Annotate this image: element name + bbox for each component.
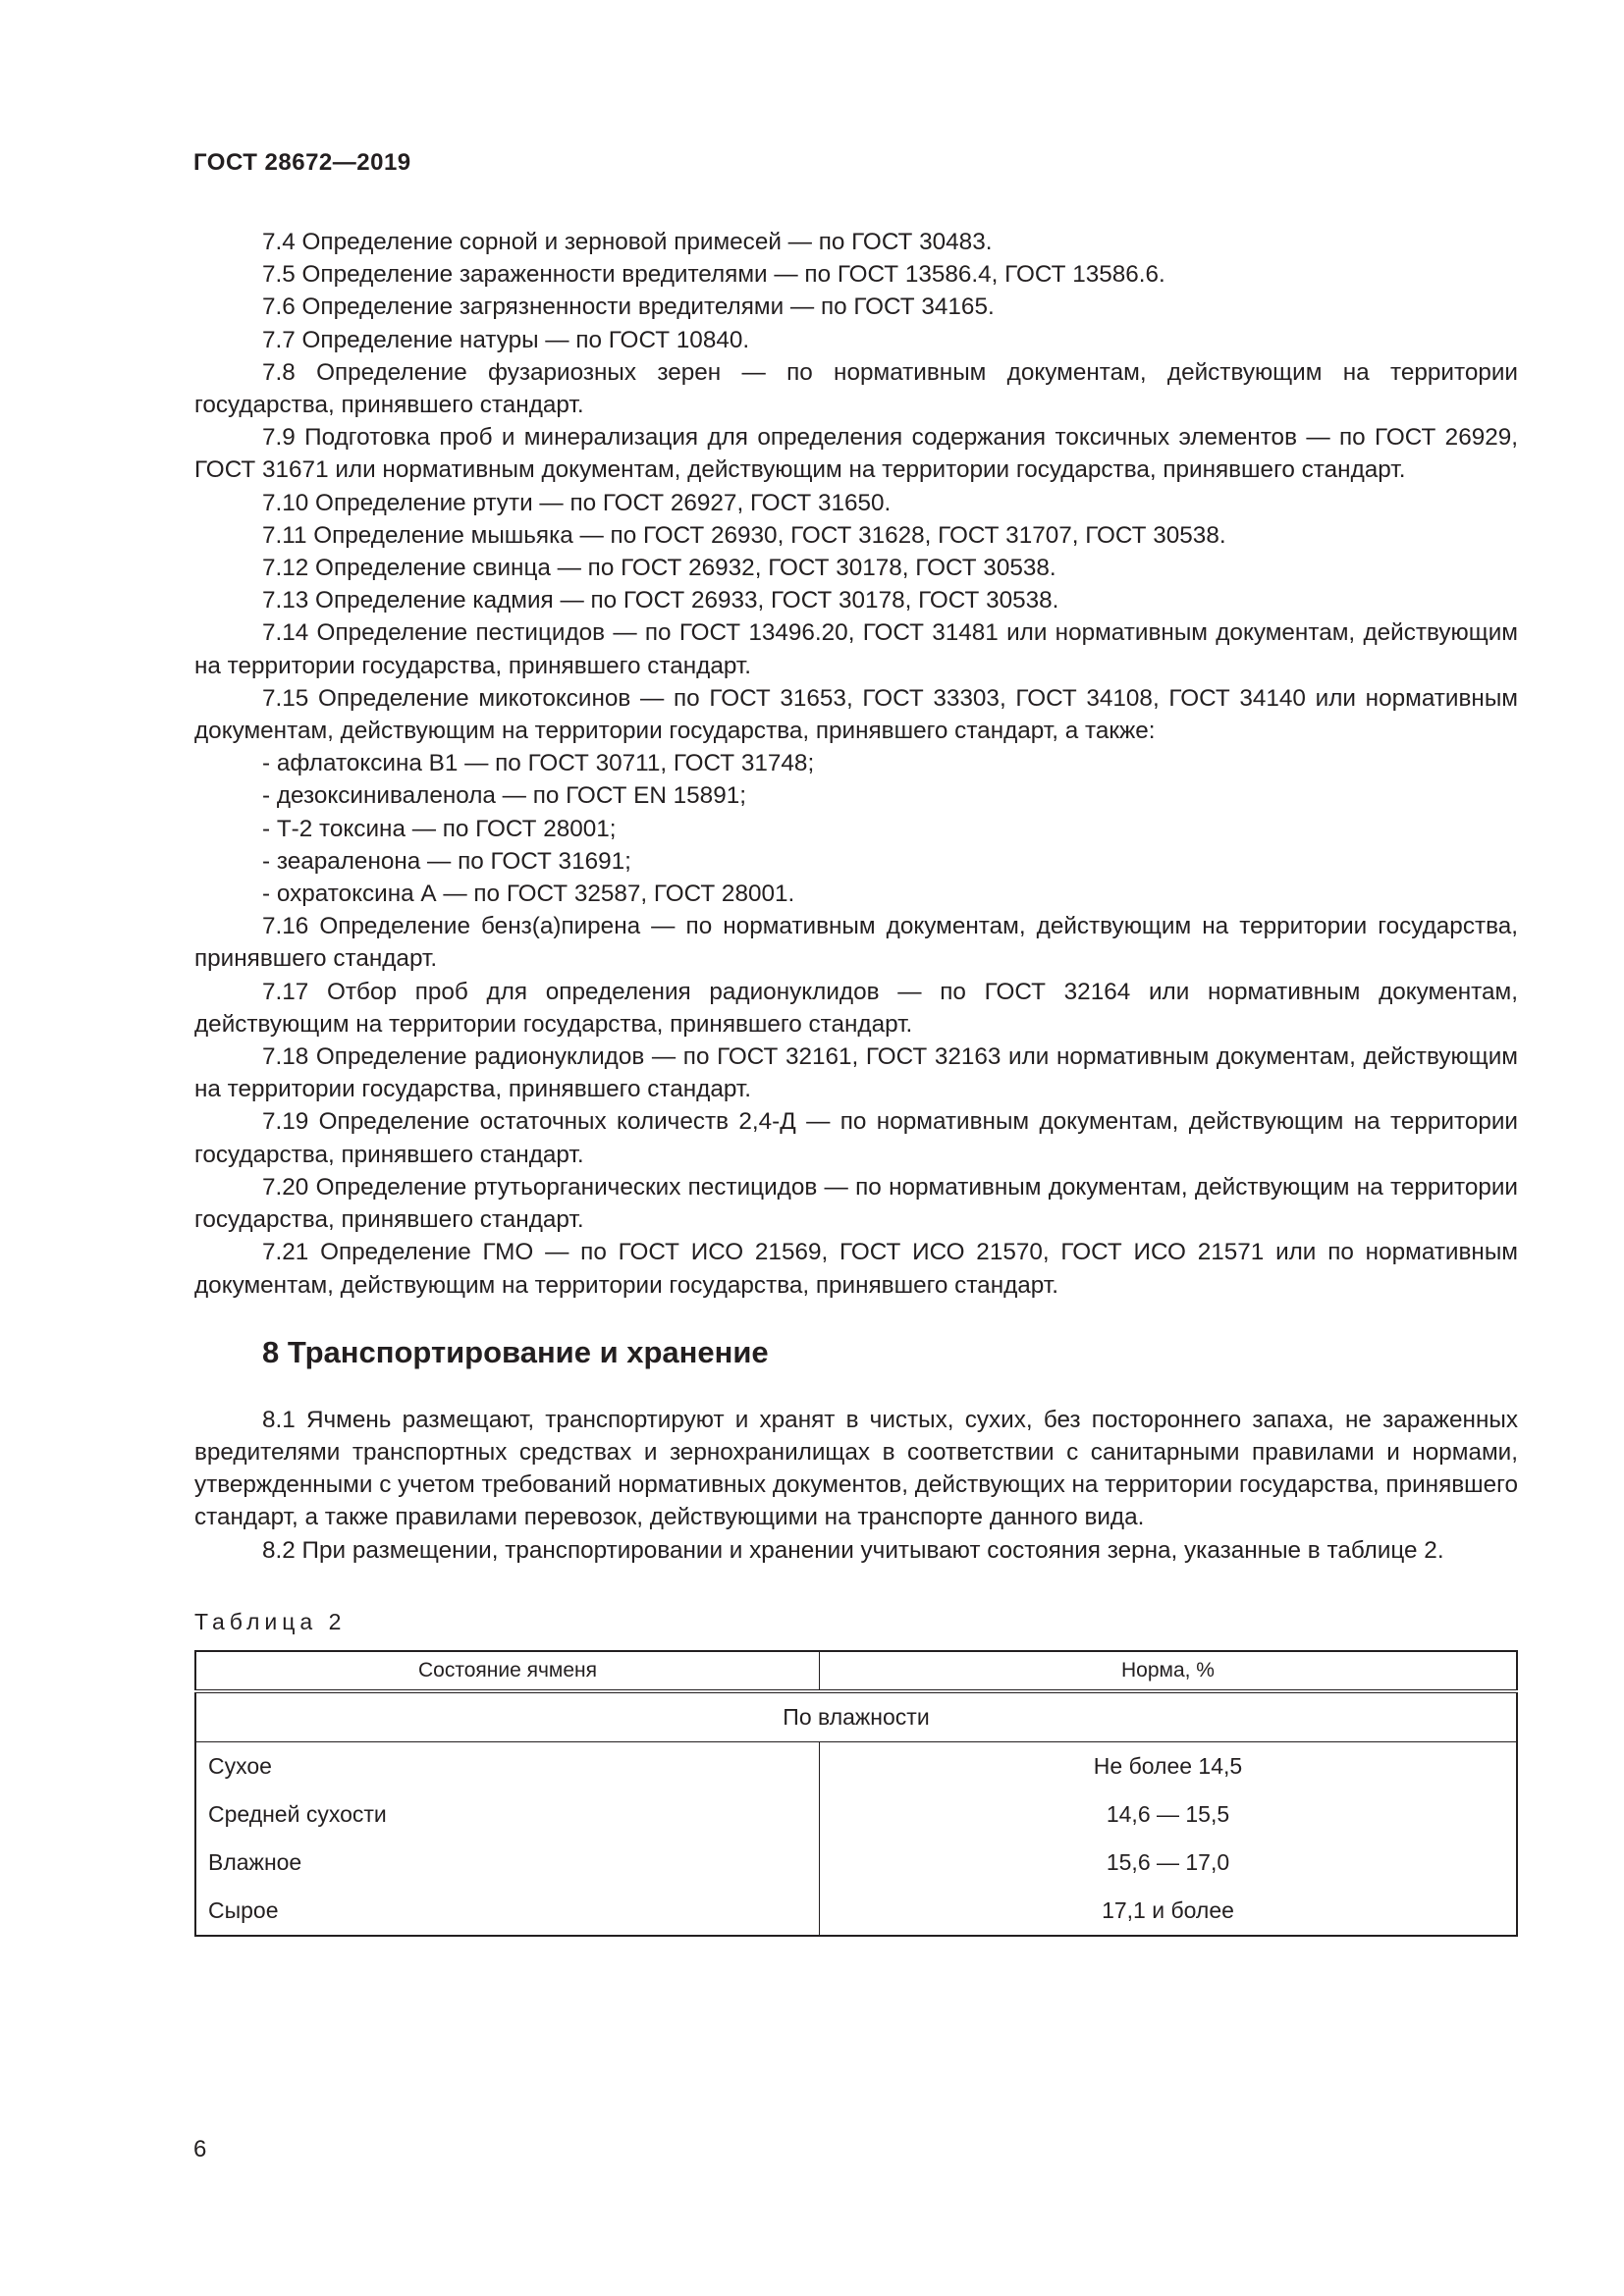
table-cell-state: Сухое [195,1741,820,1790]
paragraph-7-12: 7.12 Определение свинца — по ГОСТ 26932, ГОСТ 30178, ГОСТ 30538. [262,555,1056,582]
paragraph-7-4: 7.4 Определение сорной и зерновой примесей — по ГОСТ 30483. [262,229,993,255]
table-row [195,1887,1517,1936]
table-caption: Таблица 2 [194,1608,347,1634]
paragraph-7-19: 7.19 Определение остаточных количеств 2,4-Д — по нормативным документам, действующим на территории государства, принявшего стандарт. [194,1108,1518,1168]
paragraph-7-17: 7.17 Отбор проб для определения радионуклидов — по ГОСТ 32164 или нормативным документам, действующим на территории государства, принявшего стандарт. [194,978,1518,1038]
table-cell-state: Сырое [195,1887,820,1936]
table-cell-norm: Не более 14,5 [1093,1752,1243,1779]
paragraph-7-6: 7.6 Определение загрязненности вредителями — по ГОСТ 34165. [262,294,995,321]
table-cell-state: Влажное [195,1839,820,1887]
document-body [194,226,1518,1937]
list-item: - дезоксиниваленола — по ГОСТ EN 15891; [262,782,746,810]
paragraph-7-7: 7.7 Определение натуры — по ГОСТ 10840. [262,326,750,353]
table-group-label: По влажности [195,1691,1517,1742]
list-item: - охратоксина А — по ГОСТ 32587, ГОСТ 28001. [262,881,795,908]
table-cell-norm: 15,6 — 17,0 [1106,1848,1230,1875]
table-cell-norm: 17,1 и более [1102,1896,1234,1923]
section-8-title: 8 Транспортирование и хранение [262,1334,769,1369]
paragraph-7-11: 7.11 Определение мышьяка — по ГОСТ 26930, ГОСТ 31628, ГОСТ 31707, ГОСТ 30538. [262,521,1226,549]
moisture-table [194,1650,1518,1937]
paragraph-7-10: 7.10 Определение ртути — по ГОСТ 26927, ГОСТ 31650. [262,489,892,516]
paragraph-7-18: 7.18 Определение радионуклидов — по ГОСТ 32161, ГОСТ 32163 или нормативным документам, действующим на территории государства, принявшего стандарт. [194,1043,1518,1103]
paragraph-8-1: 8.1 Ячмень размещают, транспортируют и хранят в чистых, сухих, без постороннего запаха, не зараженных вредителями транспортных средствах и зернохранилищах в соответствии с санитарными правилами и нормами, утвержденными с учетом требований нормативных документов, действующих на территории государства, принявшего стандарт, а также правилами перевозок, действующими на транспорте данного вида. [194,1406,1518,1531]
table-group-row [195,1691,1517,1742]
list-item: - афлатоксина В1 — по ГОСТ 30711, ГОСТ 31748; [262,750,815,777]
table-cell-state: Средней сухости [195,1790,820,1839]
paragraph-7-5: 7.5 Определение зараженности вредителями — по ГОСТ 13586.4, ГОСТ 13586.6. [262,261,1165,289]
table-row [195,1839,1517,1887]
list-item: - зеараленона — по ГОСТ 31691; [262,847,631,875]
table-cell-norm: 14,6 — 15,5 [1106,1800,1230,1827]
paragraph-7-14: 7.14 Определение пестицидов — по ГОСТ 13496.20, ГОСТ 31481 или нормативным документам, действующим на территории государства, принявшего стандарт. [194,619,1518,679]
paragraph-7-9: 7.9 Подготовка проб и минерализация для определения содержания токсичных элементов — по ГОСТ 26929, ГОСТ 31671 или нормативным документам, действующим на территории государства, принявшего стандарт. [194,424,1518,484]
paragraph-8-2: 8.2 При размещении, транспортировании и хранении учитывают состояния зерна, указанные в таблице 2. [262,1536,1444,1564]
column-header-norm: Норма, % [820,1651,1518,1691]
paragraph-7-16: 7.16 Определение бенз(а)пирена — по нормативным документам, действующим на территории государства, принявшего стандарт. [194,913,1518,973]
document-header: ГОСТ 28672—2019 [193,149,411,176]
paragraph-7-13: 7.13 Определение кадмия — по ГОСТ 26933, ГОСТ 30178, ГОСТ 30538. [262,587,1059,614]
paragraph-7-21: 7.21 Определение ГМО — по ГОСТ ИСО 21569, ГОСТ ИСО 21570, ГОСТ ИСО 21571 или по нормативным документам, действующим на территории государства, принявшего стандарт. [194,1239,1518,1299]
page-number: 6 [193,2136,207,2163]
column-header-state: Состояние ячменя [195,1651,820,1691]
table-row [195,1790,1517,1839]
paragraph-7-8: 7.8 Определение фузариозных зерен — по нормативным документам, действующим на территории государства, принявшего стандарт. [194,358,1518,419]
table-row [195,1741,1517,1790]
paragraph-7-15: 7.15 Определение микотоксинов — по ГОСТ 31653, ГОСТ 33303, ГОСТ 34108, ГОСТ 34140 или нормативным документам, действующим на территории государства, принявшего стандарт, а также: [194,684,1518,745]
paragraph-7-20: 7.20 Определение ртутьорганических пестицидов — по нормативным документам, действующим на территории государства, принявшего стандарт. [194,1173,1518,1234]
list-item: - Т-2 токсина — по ГОСТ 28001; [262,815,617,842]
